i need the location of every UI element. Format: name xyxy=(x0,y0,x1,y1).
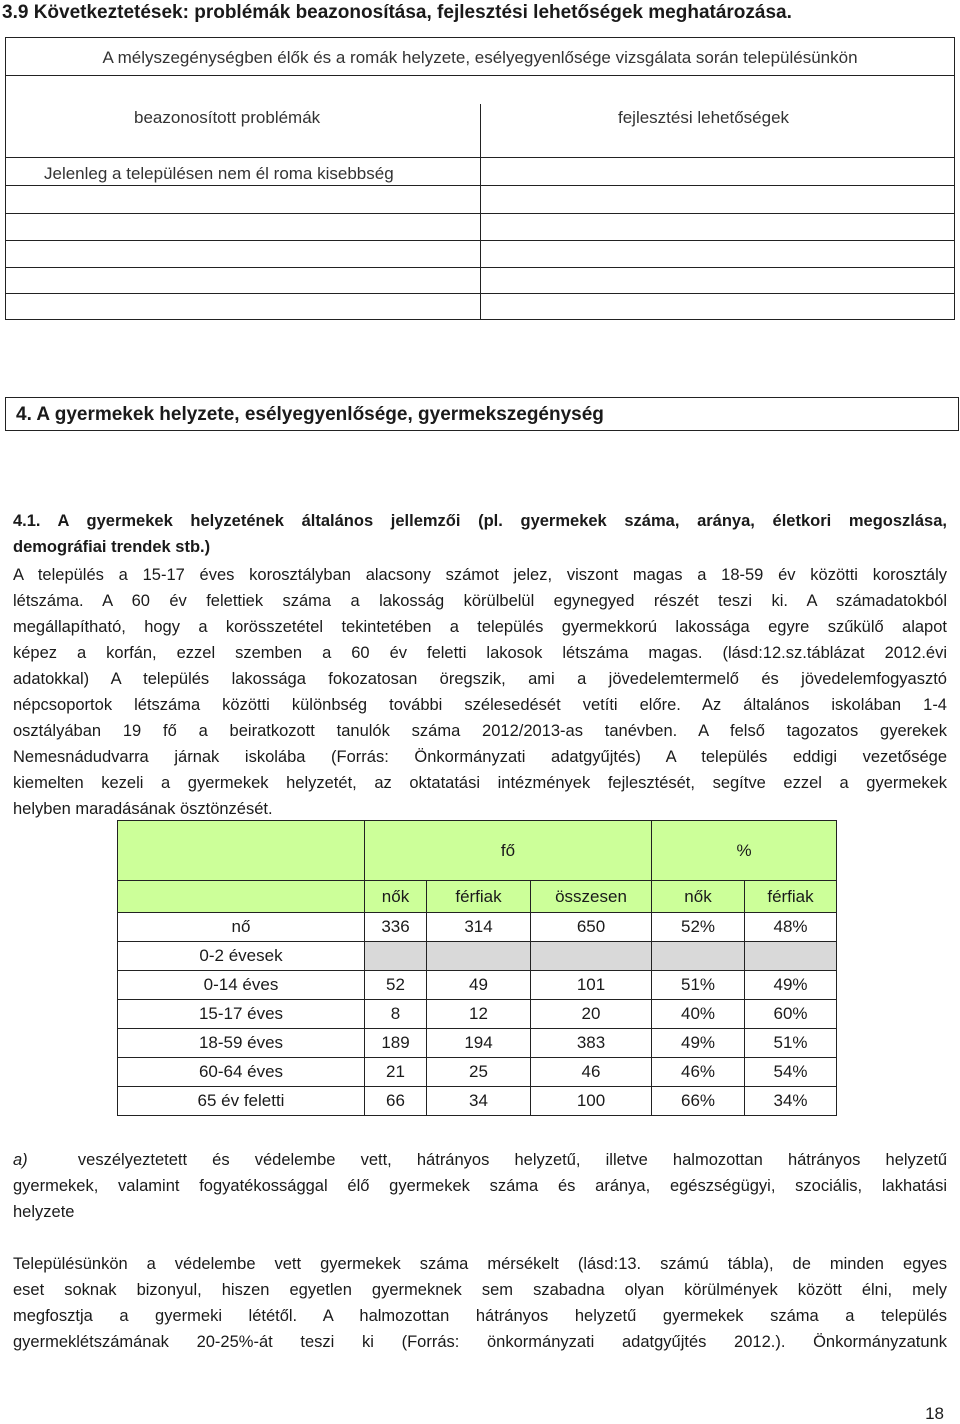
cell: 12 xyxy=(427,1000,531,1029)
cell: 66 xyxy=(365,1087,427,1116)
cell: 100 xyxy=(531,1087,652,1116)
column-header: összesen xyxy=(531,881,652,913)
cell: 21 xyxy=(365,1058,427,1087)
cell: 49% xyxy=(745,971,837,1000)
cell: 25 xyxy=(427,1058,531,1087)
cell: 101 xyxy=(531,971,652,1000)
heading-4-1-line-2: demográfiai trendek stb.) xyxy=(13,538,211,556)
column-header: nők xyxy=(652,881,745,913)
row-label: 65 év feletti xyxy=(118,1087,365,1116)
cell: 51% xyxy=(745,1029,837,1058)
cell: 34 xyxy=(427,1087,531,1116)
cell: 46 xyxy=(531,1058,652,1087)
body-line: létszáma. A 60 év felettiek száma a lakosság körülbelül egynegyed részét teszi ki. A számadatokból xyxy=(13,592,947,610)
problems-table xyxy=(5,37,955,320)
paragraph-2-line: gyermeklétszámának 20-25%-át teszi ki (Forrás: önkormányzati adatgyűjtés 2012.). Önkormányzatunk xyxy=(13,1333,947,1351)
body-line: adatokkal) A település lakossága fokozatosan öregszik, ami a jövedelemtermelő és jövedelemfogyasztó xyxy=(13,670,947,688)
cell: 54% xyxy=(745,1058,837,1087)
row-label: 0-14 éves xyxy=(118,971,365,1000)
cell: 51% xyxy=(652,971,745,1000)
header-percent: % xyxy=(652,821,837,881)
body-line: A település a 15-17 éves korosztályban alacsony számot jelez, viszont magas a 18-59 év közötti korosztály xyxy=(13,566,947,584)
section-heading-3-9: 3.9 Következtetések: problémák beazonosítása, fejlesztési lehetőségek meghatározása. xyxy=(2,2,792,23)
row-label: 60-64 éves xyxy=(118,1058,365,1087)
population-table xyxy=(117,820,837,1116)
row-label: 0-2 évesek xyxy=(118,942,365,971)
problems-table-divider xyxy=(480,104,481,319)
body-line: helyben maradásának ösztönzését. xyxy=(13,800,273,818)
cell xyxy=(427,942,531,971)
body-line: osztályában 19 fő a beiratkozott tanulók száma 2012/2013-as tanévben. A felső tagozatos gyerekek xyxy=(13,722,947,740)
column-opportunities: fejlesztési lehetőségek xyxy=(618,108,790,127)
cell: 48% xyxy=(745,913,837,942)
table-group-header-row xyxy=(118,821,837,881)
column-header: férfiak xyxy=(745,881,837,913)
body-line: megállapítható, hogy a korösszetétel tekintetében a település gyermekkorú lakossága egyre szűkülő alapot xyxy=(13,618,947,636)
cell: 650 xyxy=(531,913,652,942)
problems-table-title: A mélyszegénységben élők és a romák helyzete, esélyegyenlősége vizsgálata során településünkön xyxy=(102,48,858,67)
cell: 189 xyxy=(365,1029,427,1058)
section-a-line: gyermekek, valamint fogyatékossággal élő gyermekek száma és aránya, egészségügyi, szociális, lakhatási xyxy=(13,1177,947,1195)
column-header: nők xyxy=(365,881,427,913)
body-line: kiemelten kezeli a gyermekek helyzetét, az oktatatási intézmények fejlesztését, segítve ezzel a gyermekek xyxy=(13,774,947,792)
cell xyxy=(652,942,745,971)
cell xyxy=(365,942,427,971)
cell: 336 xyxy=(365,913,427,942)
paragraph-2-line: eset soknak bizonyul, hiszen egyetlen gyermeknek sem szabadna olyan körülmények között élni, mely xyxy=(13,1281,947,1299)
cell: 20 xyxy=(531,1000,652,1029)
cell: 60% xyxy=(745,1000,837,1029)
cell: 49% xyxy=(652,1029,745,1058)
section-a-label: a) xyxy=(13,1151,28,1169)
cell: 314 xyxy=(427,913,531,942)
cell: 194 xyxy=(427,1029,531,1058)
problems-table-title-row xyxy=(6,38,954,76)
heading-4-1-line-1: 4.1. A gyermekek helyzetének általános jellemzői (pl. gyermekek száma, aránya, életkori megoszlása, xyxy=(13,512,947,530)
cell: 46% xyxy=(652,1058,745,1087)
cell: 8 xyxy=(365,1000,427,1029)
column-problems: beazonosított problémák xyxy=(134,108,321,127)
paragraph-2 xyxy=(13,1251,947,1361)
table-row xyxy=(118,942,837,971)
body-line: képez a korfán, ezzel szemben a 60 év feletti lakosok létszáma magas. (lásd:12.sz.táblázat 2012.évi xyxy=(13,644,947,662)
table-row xyxy=(118,971,837,1000)
section-a-text: veszélyeztetett és védelembe vett, hátrányos helyzetű, illetve halmozottan hátrányos helyzetű xyxy=(77,1151,947,1169)
table-row xyxy=(118,913,837,942)
problems-row-1-text: Jelenleg a településen nem él roma kisebbség xyxy=(44,164,394,183)
section-heading-4: 4. A gyermekek helyzete, esélyegyenlősége, gyermekszegénység xyxy=(5,397,959,431)
table-row xyxy=(118,1087,837,1116)
cell: 40% xyxy=(652,1000,745,1029)
cell xyxy=(531,942,652,971)
cell: 52 xyxy=(365,971,427,1000)
row-label: 15-17 éves xyxy=(118,1000,365,1029)
header-fo: fő xyxy=(365,821,652,881)
row-label: 18-59 éves xyxy=(118,1029,365,1058)
paragraph-2-line: Településünkön a védelembe vett gyermekek száma mérsékelt (lásd:13. számú tábla), de minden egyes xyxy=(13,1255,947,1273)
table-row xyxy=(118,1058,837,1087)
cell: 52% xyxy=(652,913,745,942)
cell: 66% xyxy=(652,1087,745,1116)
row-label: nő xyxy=(118,913,365,942)
cell: 49 xyxy=(427,971,531,1000)
table-row xyxy=(118,1029,837,1058)
section-a-line: helyzete xyxy=(13,1203,75,1221)
cell xyxy=(745,942,837,971)
column-header: férfiak xyxy=(427,881,531,913)
cell: 383 xyxy=(531,1029,652,1058)
paragraph-2-line: megfosztja a gyermeki lététől. A halmozottan hátrányos helyzetű gyermekek száma a település xyxy=(13,1307,947,1325)
cell: 34% xyxy=(745,1087,837,1116)
page-number: 18 xyxy=(925,1404,944,1423)
body-line: Nemesnádudvarra járnak iskolába (Forrás: Önkormányzati adatgyűjtés) A település eddigi vezetősége xyxy=(13,748,947,766)
section-a-line-1 xyxy=(13,1147,947,1173)
table-header-row xyxy=(118,881,837,913)
table-corner xyxy=(118,821,365,881)
table-corner-2 xyxy=(118,881,365,913)
body-line: népcsoportok létszáma közötti különbség további szélesedését vetíti előre. Az általános iskolában 1-4 xyxy=(13,696,947,714)
section-a xyxy=(13,1147,947,1227)
table-row xyxy=(118,1000,837,1029)
